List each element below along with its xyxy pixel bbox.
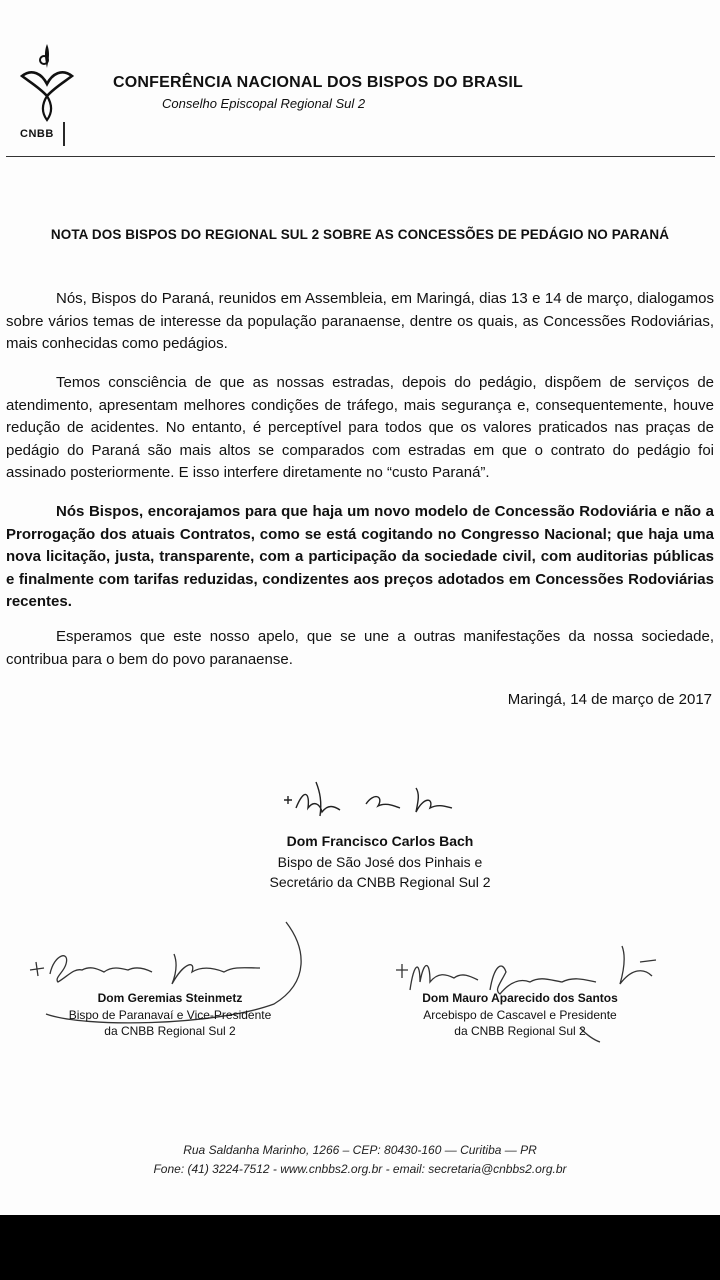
bottom-black-bar bbox=[0, 1215, 720, 1280]
signer-role: Bispo de São José dos Pinhais e bbox=[277, 853, 483, 870]
paragraph-4: Esperamos que este nosso apelo, que se une a outras manifestações da nossa sociedade, contribua para o bem do povo paranaense. bbox=[6, 628, 714, 668]
organization-title: CONFERÊNCIA NACIONAL DOS BISPOS DO BRASIL bbox=[113, 74, 524, 91]
header-divider bbox=[6, 156, 715, 157]
organization-subtitle: Conselho Episcopal Regional Sul 2 bbox=[162, 96, 366, 111]
signer-role: Arcebispo de Cascavel e Presidente bbox=[423, 1007, 617, 1022]
paragraph-2: Temos consciência de que as nossas estradas, depois do pedágio, dispõem de serviços de atendimento, apresentam melhores condições de tráfego, mais segurança e, consequentemente, houve redução de acidentes. No entanto, é perceptível para todos que os valores praticados nas praças de pedágio do Paraná são mais altos se comparados com estradas em que o contrato do pedágio foi assinado posteriormente. E isso interfere diretamente no “custo Paraná”. bbox=[6, 374, 714, 481]
dateline: Maringá, 14 de março de 2017 bbox=[507, 691, 712, 708]
signature-block-center bbox=[220, 831, 540, 893]
signer-role: Secretário da CNBB Regional Sul 2 bbox=[269, 874, 491, 890]
signature-block-right bbox=[375, 990, 665, 1040]
footer-contact: Fone: (41) 3224-7512 - www.cnbbs2.org.br - email: secretaria@cnbbs2.org.br bbox=[153, 1162, 567, 1176]
signer-name: Dom Geremias Steinmetz bbox=[97, 991, 243, 1005]
signer-role: Bispo de Paranavaí e Vice-Presidente bbox=[68, 1007, 272, 1022]
signer-role: da CNBB Regional Sul 2 bbox=[454, 1024, 586, 1038]
signature-francisco-icon bbox=[270, 778, 520, 838]
document-heading: NOTA DOS BISPOS DO REGIONAL SUL 2 SOBRE AS CONCESSÕES DE PEDÁGIO NO PARANÁ bbox=[50, 227, 670, 242]
signer-name: Dom Francisco Carlos Bach bbox=[286, 833, 474, 849]
signer-name: Dom Mauro Aparecido dos Santos bbox=[422, 991, 618, 1005]
paragraph-3: Nós Bispos, encorajamos para que haja um novo modelo de Concessão Rodoviária e não a Prorrogação dos atuais Contratos, como se está cogitando no Congresso Nacional; que haja uma nova licitação, justa, transparente, com a participação da sociedade civil, com auditorias públicas e finalmente com tarifas reduzidas, condizentes aos preços adotados em Concessões Rodoviárias recentes. bbox=[6, 503, 714, 610]
logo-label: CNBB bbox=[20, 128, 54, 140]
paragraph-1: Nós, Bispos do Paraná, reunidos em Assembleia, em Maringá, dias 13 e 14 de março, dialogamos sobre vários temas de interesse da população paranaense, dentre os quais, as Concessões Rodoviárias, mais conhecidas como pedágios. bbox=[6, 290, 714, 352]
signer-role: da CNBB Regional Sul 2 bbox=[104, 1024, 236, 1038]
signature-block-left bbox=[20, 990, 320, 1040]
footer-address: Rua Saldanha Marinho, 1266 – CEP: 80430-160 — Curitiba — PR bbox=[183, 1143, 537, 1157]
